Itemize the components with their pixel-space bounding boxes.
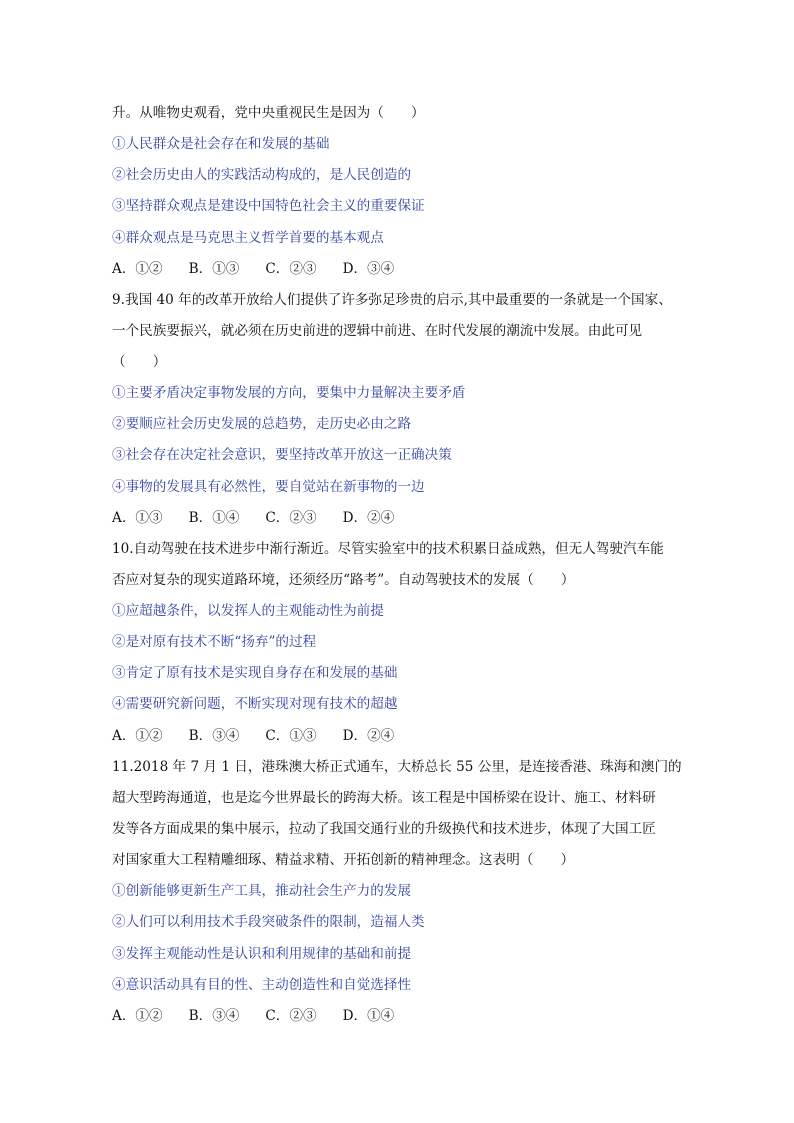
choice-a: A．①③	[112, 510, 163, 526]
question-8-option-2: ②社会历史由人的实践活动构成的，是人民创造的	[112, 167, 412, 183]
choice-a: A．①②	[112, 1008, 163, 1024]
choice-b: B．③④	[188, 728, 240, 744]
question-11-option-3: ③发挥主观能动性是认识和利用规律的基础和前提	[112, 946, 412, 962]
choice-c: C．②③	[265, 510, 317, 526]
question-8-choices	[112, 259, 394, 279]
question-9-option-1: ①主要矛盾决定事物发展的方向，要集中力量解决主要矛盾	[112, 385, 466, 401]
question-9-choices	[112, 508, 394, 528]
question-9-stem-line-3: （ ）	[112, 354, 167, 370]
question-11-stem-line-1: 11.2018 年 7 月 1 日，港珠澳大桥正式通车，大桥总长 55 公里，是连接香港、珠海和澳门的	[112, 759, 682, 775]
question-10-stem-line-1: 10.自动驾驶在技术进步中渐行渐近。尽管实验室中的技术积累日益成熟，但无人驾驶汽车能	[112, 541, 664, 557]
choice-c: C．②③	[265, 1008, 317, 1024]
choice-b: B．③④	[188, 1008, 240, 1024]
question-8-option-3: ③坚持群众观点是建设中国特色社会主义的重要保证	[112, 198, 425, 214]
question-9-option-2: ②要顺应社会历史发展的总趋势，走历史必由之路	[112, 416, 412, 432]
choice-d: D．③④	[342, 261, 395, 277]
choice-d: D．②④	[342, 728, 395, 744]
question-11-stem-line-3: 发等各方面成果的集中展示，拉动了我国交通行业的升级换代和技术进步，体现了大国工匠	[112, 821, 656, 837]
question-11-stem-line-2: 超大型跨海通道，也是迄今世界最长的跨海大桥。该工程是中国桥梁在设计、施工、材料研	[112, 790, 656, 806]
choice-b: B．①④	[188, 510, 240, 526]
question-11-stem-line-4: 对国家重大工程精雕细琢、精益求精、开拓创新的精神理念。这表明（ ）	[112, 852, 575, 868]
question-10-option-1: ①应超越条件，以发挥人的主观能动性为前提	[112, 603, 384, 619]
question-9-option-4: ④事物的发展具有必然性，要自觉站在新事物的一边	[112, 479, 425, 495]
choice-b: B．①③	[188, 261, 240, 277]
question-11-choices	[112, 1006, 394, 1026]
question-10-choices	[112, 726, 394, 746]
question-11-option-1: ①创新能够更新生产工具，推动社会生产力的发展	[112, 883, 412, 899]
question-9-option-3: ③社会存在决定社会意识，要坚持改革开放这一正确决策	[112, 447, 452, 463]
question-11-option-4: ④意识活动具有目的性、主动创造性和自觉选择性	[112, 977, 412, 993]
choice-d: D．①④	[342, 1008, 395, 1024]
question-11-option-2: ②人们可以利用技术手段突破条件的限制，造福人类	[112, 914, 425, 930]
choice-c: C．②③	[265, 261, 317, 277]
choice-a: A．①②	[112, 728, 163, 744]
question-10-option-4: ④需要研究新问题，不断实现对现有技术的超越	[112, 696, 398, 712]
question-10-option-2: ②是对原有技术不断“扬弃”的过程	[112, 634, 317, 650]
question-10-stem-line-2: 否应对复杂的现实道路环境，还须经历“路考”。自动驾驶技术的发展（ ）	[112, 572, 575, 588]
question-9-stem-line-1: 9.我国 40 年的改革开放给人们提供了许多弥足珍贵的启示,其中最重要的一条就是一个国家、	[112, 292, 672, 308]
question-8-option-4: ④群众观点是马克思主义哲学首要的基本观点	[112, 230, 384, 246]
choice-c: C．①③	[265, 728, 317, 744]
question-9-stem-line-2: 一个民族要振兴，就必须在历史前进的逻辑中前进、在时代发展的潮流中发展。由此可见	[112, 323, 643, 339]
choice-a: A．①②	[112, 261, 163, 277]
question-8-stem-line-1: 升。从唯物史观看，党中央重视民生是因为（ ）	[112, 105, 425, 121]
question-8-option-1: ①人民群众是社会存在和发展的基础	[112, 136, 330, 152]
choice-d: D．②④	[342, 510, 395, 526]
question-10-option-3: ③肯定了原有技术是实现自身存在和发展的基础	[112, 665, 398, 681]
